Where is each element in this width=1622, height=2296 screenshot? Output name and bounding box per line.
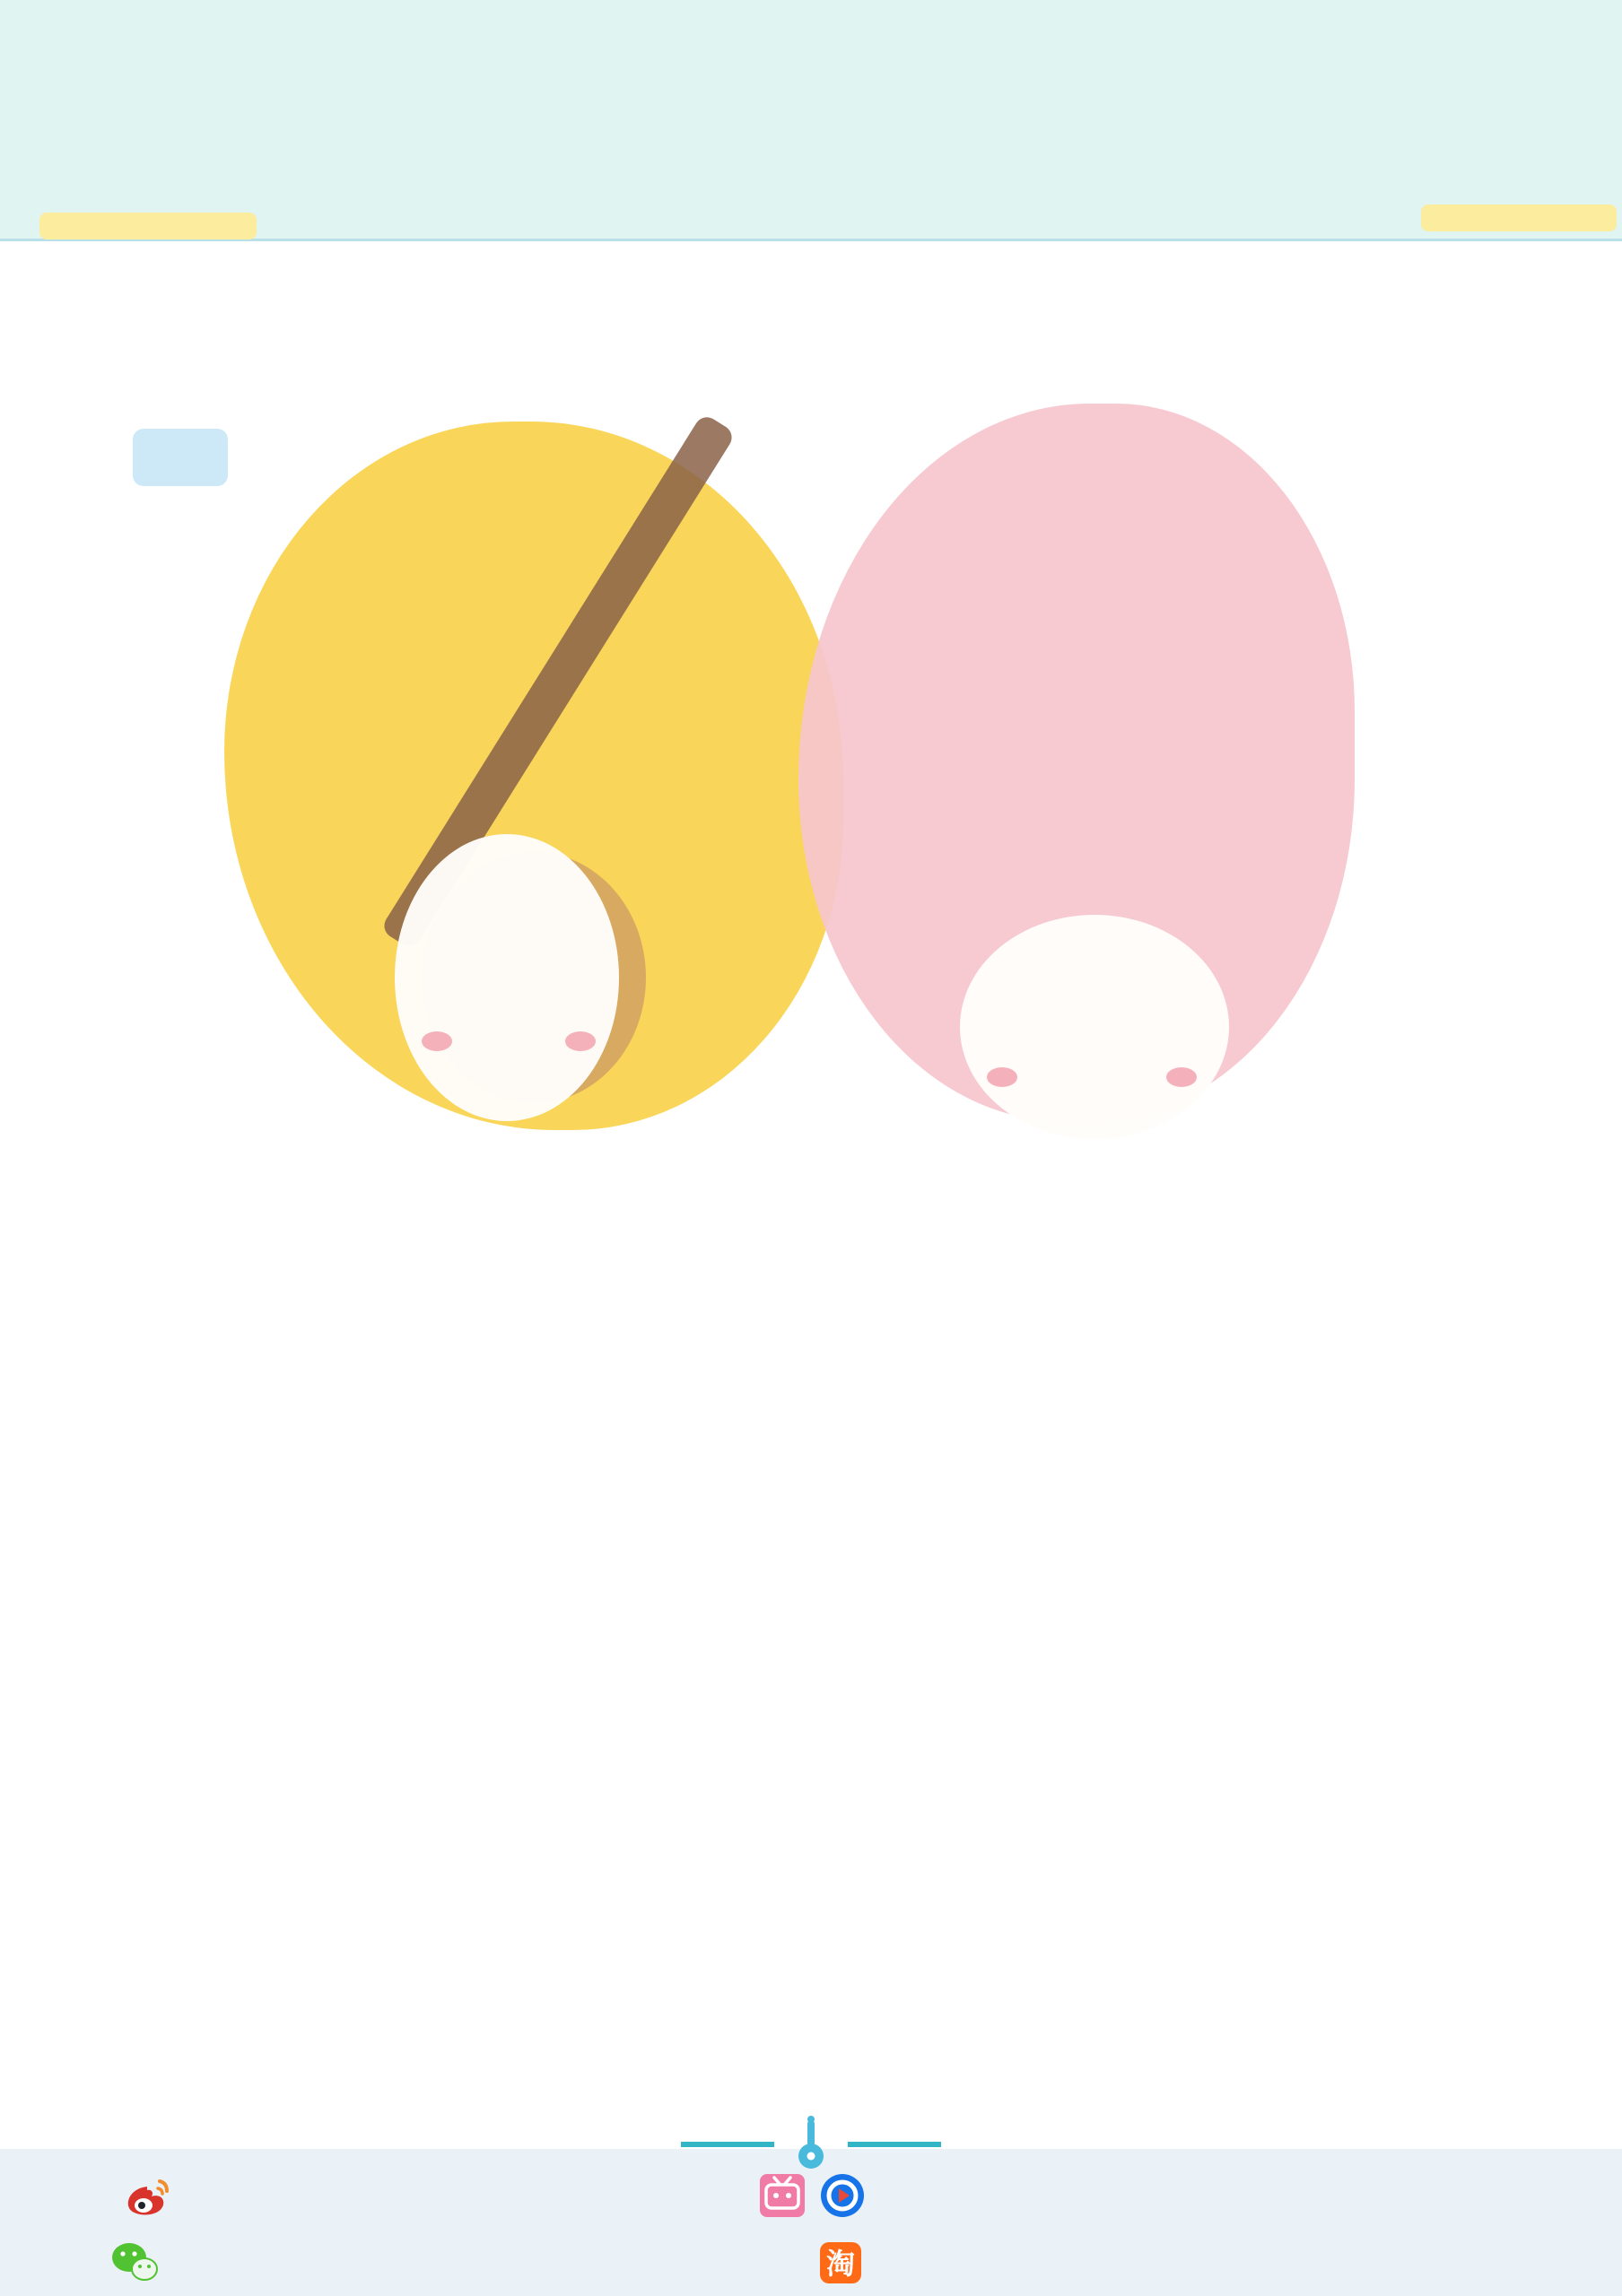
bilibili-icon: [758, 2172, 807, 2219]
weibo-icon: [124, 2178, 170, 2219]
divider-line: [848, 2142, 941, 2147]
svg-text:淘: 淘: [825, 2248, 856, 2280]
youku-icon: [819, 2172, 866, 2219]
chord-diagrams-and-strum-pattern: [0, 1883, 1622, 2099]
highlight-bar: [39, 213, 257, 239]
header: [0, 0, 1622, 241]
footer-link-weibo: [124, 2178, 183, 2219]
footer-link-wechat: [109, 2240, 172, 2285]
footer-link-taobao: [818, 2240, 876, 2285]
footer-link-bilibili-youku: [758, 2172, 878, 2219]
ukulele-icon: [796, 2115, 826, 2170]
footer-brand: [0, 2115, 1622, 2170]
taobao-icon: [818, 2240, 863, 2285]
highlight-bar: [1421, 204, 1617, 231]
divider-line: [681, 2142, 774, 2147]
wechat-icon: [109, 2240, 160, 2285]
